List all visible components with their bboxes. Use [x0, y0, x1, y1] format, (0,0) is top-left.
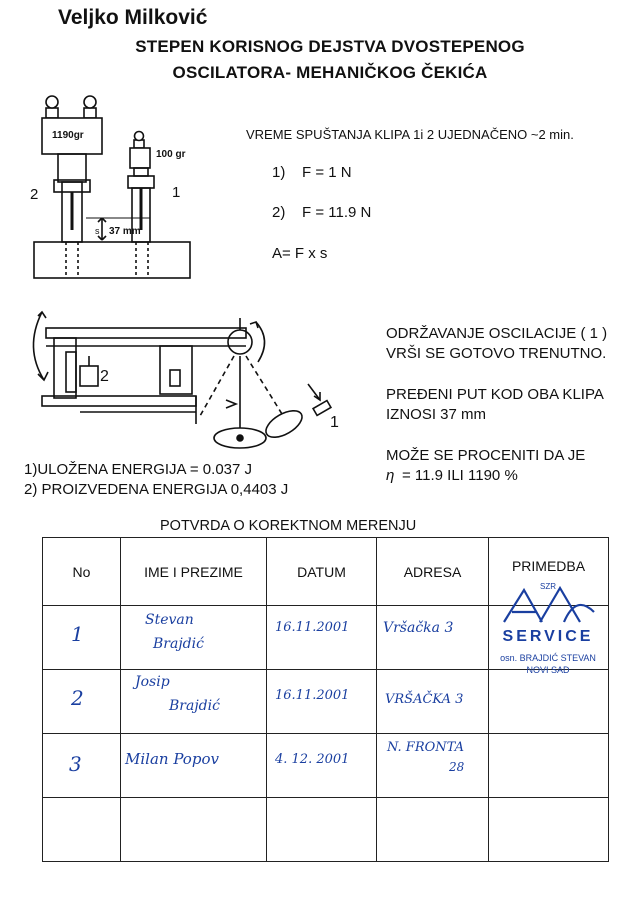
empty-cell	[43, 798, 121, 862]
energy-output: 2) PROIZVEDENA ENERGIJA 0,4403 J	[24, 481, 289, 498]
mechanism-label-2: 2	[100, 368, 109, 385]
remark-cell	[489, 734, 609, 798]
force2-number: 2)	[272, 204, 286, 221]
address-line2: 28	[449, 760, 465, 774]
stamp-company: SERVICE	[502, 628, 594, 645]
force1-number: 1)	[272, 164, 286, 181]
table-row	[43, 670, 609, 734]
piston-label-1: 1	[172, 184, 181, 201]
path-note-line2: IZNOSI 37 mm	[386, 406, 487, 423]
row-number: 3	[69, 752, 82, 776]
stamp-owner: osn. BRAJDIĆ STEVAN	[500, 653, 596, 663]
work-formula: A= F x s	[272, 245, 328, 262]
oscillation-note-line2: VRŠI SE GOTOVO TRENUTNO.	[386, 345, 607, 362]
header-no: No	[43, 538, 121, 606]
distance-symbol: s	[95, 226, 100, 236]
weight-label-left: 1190gr	[52, 130, 84, 141]
header-remark: PRIMEDBA	[489, 538, 609, 606]
name-cell	[121, 734, 267, 798]
stamp-city: NOVI SAD	[526, 665, 570, 675]
row-number-cell	[43, 670, 121, 734]
date-value: 16.11.2001	[275, 688, 350, 703]
header-date: DATUM	[267, 538, 377, 606]
address-value: N. FRONTA	[387, 740, 464, 755]
header-name: IME I PREZIME	[121, 538, 267, 606]
stamp-szr: SZR	[540, 582, 556, 591]
oscillation-note-line1: ODRŽAVANJE OSCILACIJE ( 1 )	[386, 325, 608, 342]
piston-label-2: 2	[30, 186, 39, 203]
efficiency-note-line1: MOŽE SE PROCENITI DA JE	[386, 447, 586, 464]
date-cell	[267, 606, 377, 670]
efficiency-note-line2: = 11.9 ILI 1190 %	[402, 467, 518, 484]
row-number: 2	[71, 686, 84, 710]
address-cell	[377, 670, 489, 734]
hammer-mechanism-diagram	[20, 300, 350, 460]
mechanism-label-1: 1	[330, 414, 339, 431]
author-name: Veljko Milković	[58, 6, 208, 29]
path-note-line1: PREĐENI PUT KOD OBA KLIPA	[386, 386, 604, 403]
piston-weights-diagram	[0, 80, 240, 285]
row-number-cell	[43, 734, 121, 798]
distance-label: 37 mm	[109, 226, 141, 237]
header-address: ADRESA	[377, 538, 489, 606]
address-cell	[377, 734, 489, 798]
force2-value: F = 11.9 N	[302, 204, 372, 221]
date-value: 16.11.2001	[275, 620, 350, 635]
table-title: POTVRDA O KOREKTNOM MERENJU	[160, 518, 417, 534]
empty-cell	[377, 798, 489, 862]
efficiency-symbol: η	[386, 467, 395, 484]
name-line1: Stevan	[145, 612, 194, 628]
row-number-cell	[43, 606, 121, 670]
time-note: VREME SPUŠTANJA KLIPA 1i 2 UJEDNAČENO ~2 min.	[246, 127, 574, 142]
name-line2: Brajdić	[153, 636, 204, 652]
name-cell	[121, 670, 267, 734]
name-cell	[121, 606, 267, 670]
table-row	[43, 734, 609, 798]
address-value: Vršačka 3	[383, 620, 454, 636]
address-cell	[377, 606, 489, 670]
name-line1: Josip	[135, 674, 170, 690]
weight-label-right: 100 gr	[156, 149, 186, 160]
address-value: VRŠAČKA 3	[385, 692, 464, 707]
date-cell	[267, 734, 377, 798]
empty-cell	[267, 798, 377, 862]
document-title-line1: STEPEN KORISNOG DEJSTVA DVOSTEPENOG	[135, 37, 525, 56]
name-line1: Milan Popov	[125, 750, 219, 768]
document-title-line2: OSCILATORA- MEHANIČKOG ČEKIĆA	[172, 63, 488, 82]
remark-cell	[489, 670, 609, 734]
row-number: 1	[71, 622, 84, 646]
empty-cell	[121, 798, 267, 862]
empty-cell	[489, 798, 609, 862]
date-cell	[267, 670, 377, 734]
name-line2: Brajdić	[169, 698, 220, 714]
date-value: 4. 12. 2001	[275, 752, 350, 767]
energy-input: 1)ULOŽENA ENERGIJA = 0.037 J	[24, 461, 253, 478]
table-row-empty	[43, 798, 609, 862]
force1-value: F = 1 N	[302, 164, 352, 181]
